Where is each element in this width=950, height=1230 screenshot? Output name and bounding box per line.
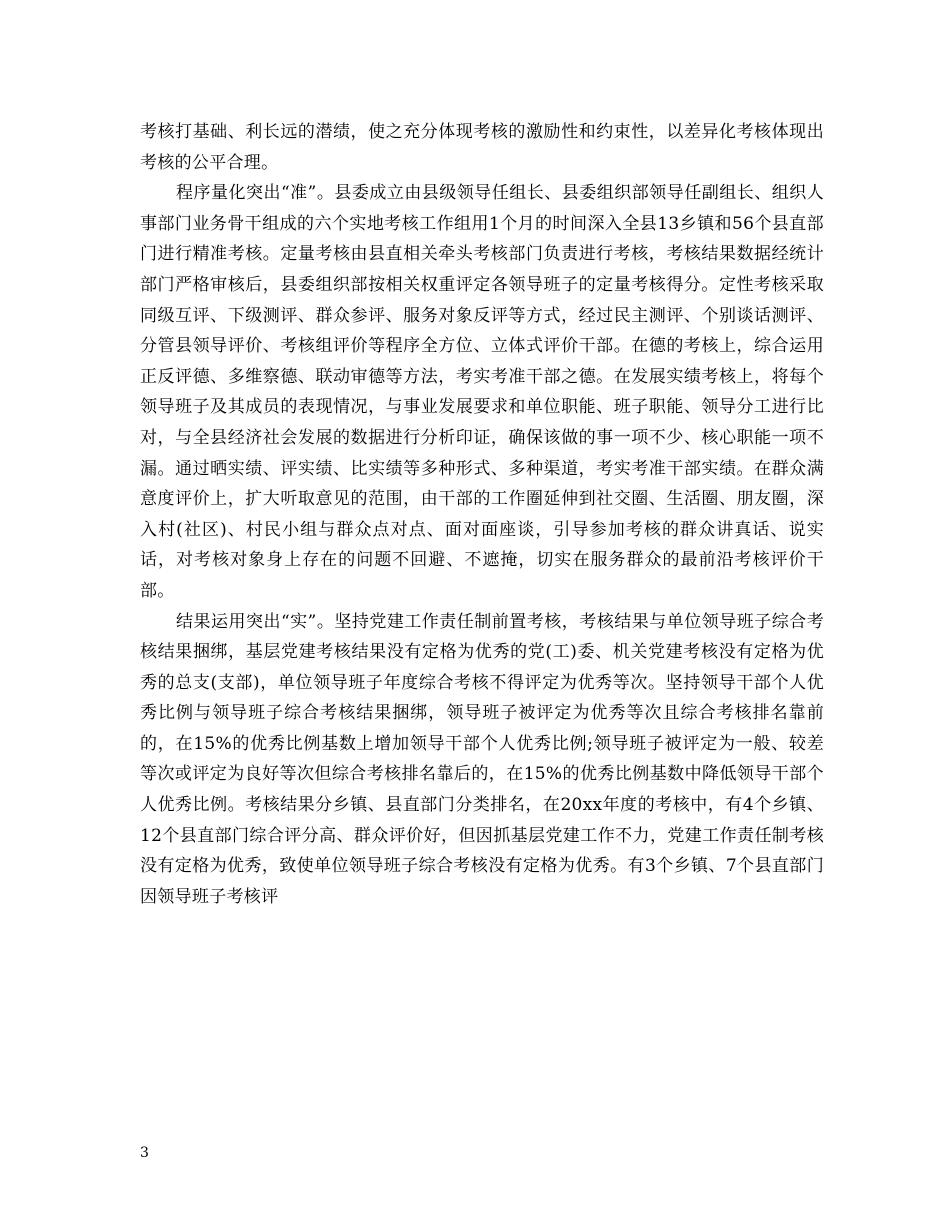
paragraph-2: 程序量化突出“准”。县委成立由县级领导任组长、县委组织部领导任副组长、组织人事部门业务骨干组成的六个实地考核工作组用1个月的时间深入全县13乡镇和56个县直部门进行精准考核。定量考核由县直相关牵头考核部门负责进行考核，考核结果数据经统计部门严格审核后，县委组织部按相关权重评定各领导班子的定量考核得分。定性考核采取同级互评、下级测评、群众参评、服务对象反评等方式，经过民主测评、个别谈话测评、分管县领导评价、考核组评价等程序全方位、立体式评价干部。在德的考核上，综合运用正反评德、多维察德、联动审德等方法，考实考准干部之德。在发展实绩考核上，将每个领导班子及其成员的表现情况，与事业发展要求和单位职能、班子职能、领导分工进行比对，与全县经济社会发展的数据进行分析印证，确保该做的事一项不少、核心职能一项不漏。通过晒实绩、评实绩、比实绩等多种形式、多种渠道，考实考准干部实绩。在群众满意度评价上，扩大听取意见的范围，由干部的工作圈延伸到社交圈、生活圈、朋友圈，深入村(社区)、村民小组与群众点对点、面对面座谈，引导参加考核的群众讲真话、说实话，对考核对象身上存在的问题不回避、不遮掩，切实在服务群众的最前沿考核评价干部。 [140, 183, 824, 601]
page-number: 3 [140, 1145, 149, 1161]
paragraph-3: 结果运用突出“实”。坚持党建工作责任制前置考核，考核结果与单位领导班子综合考核结果捆绑，基层党建考核结果没有定格为优秀的党(工)委、机关党建考核没有定格为优秀的总支(支部)，单位领导班子年度综合考核不得评定为优秀等次。坚持领导干部个人优秀比例与领导班子综合考核结果捆绑，领导班子被评定为优秀等次且综合考核排名靠前的，在15%的优秀比例基数上增加领导干部个人优秀比例;领导班子被评定为一般、较差等次或评定为良好等次但综合考核排名靠后的，在15%的优秀比例基数中降低领导干部个人优秀比例。考核结果分乡镇、县直部门分类排名，在20xx年度的考核中，有4个乡镇、12个县直部门综合评分高、群众评价好，但因抓基层党建工作不力，党建工作责任制考核没有定格为优秀，致使单位领导班子综合考核没有定格为优秀。有3个乡镇、7个县直部门因领导班子考核评 [140, 611, 824, 907]
paragraph-1: 考核打基础、利长远的潜绩，使之充分体现考核的激励性和约束性，以差异化考核体现出考核的公平合理。 [140, 122, 824, 173]
body-text [140, 117, 824, 912]
